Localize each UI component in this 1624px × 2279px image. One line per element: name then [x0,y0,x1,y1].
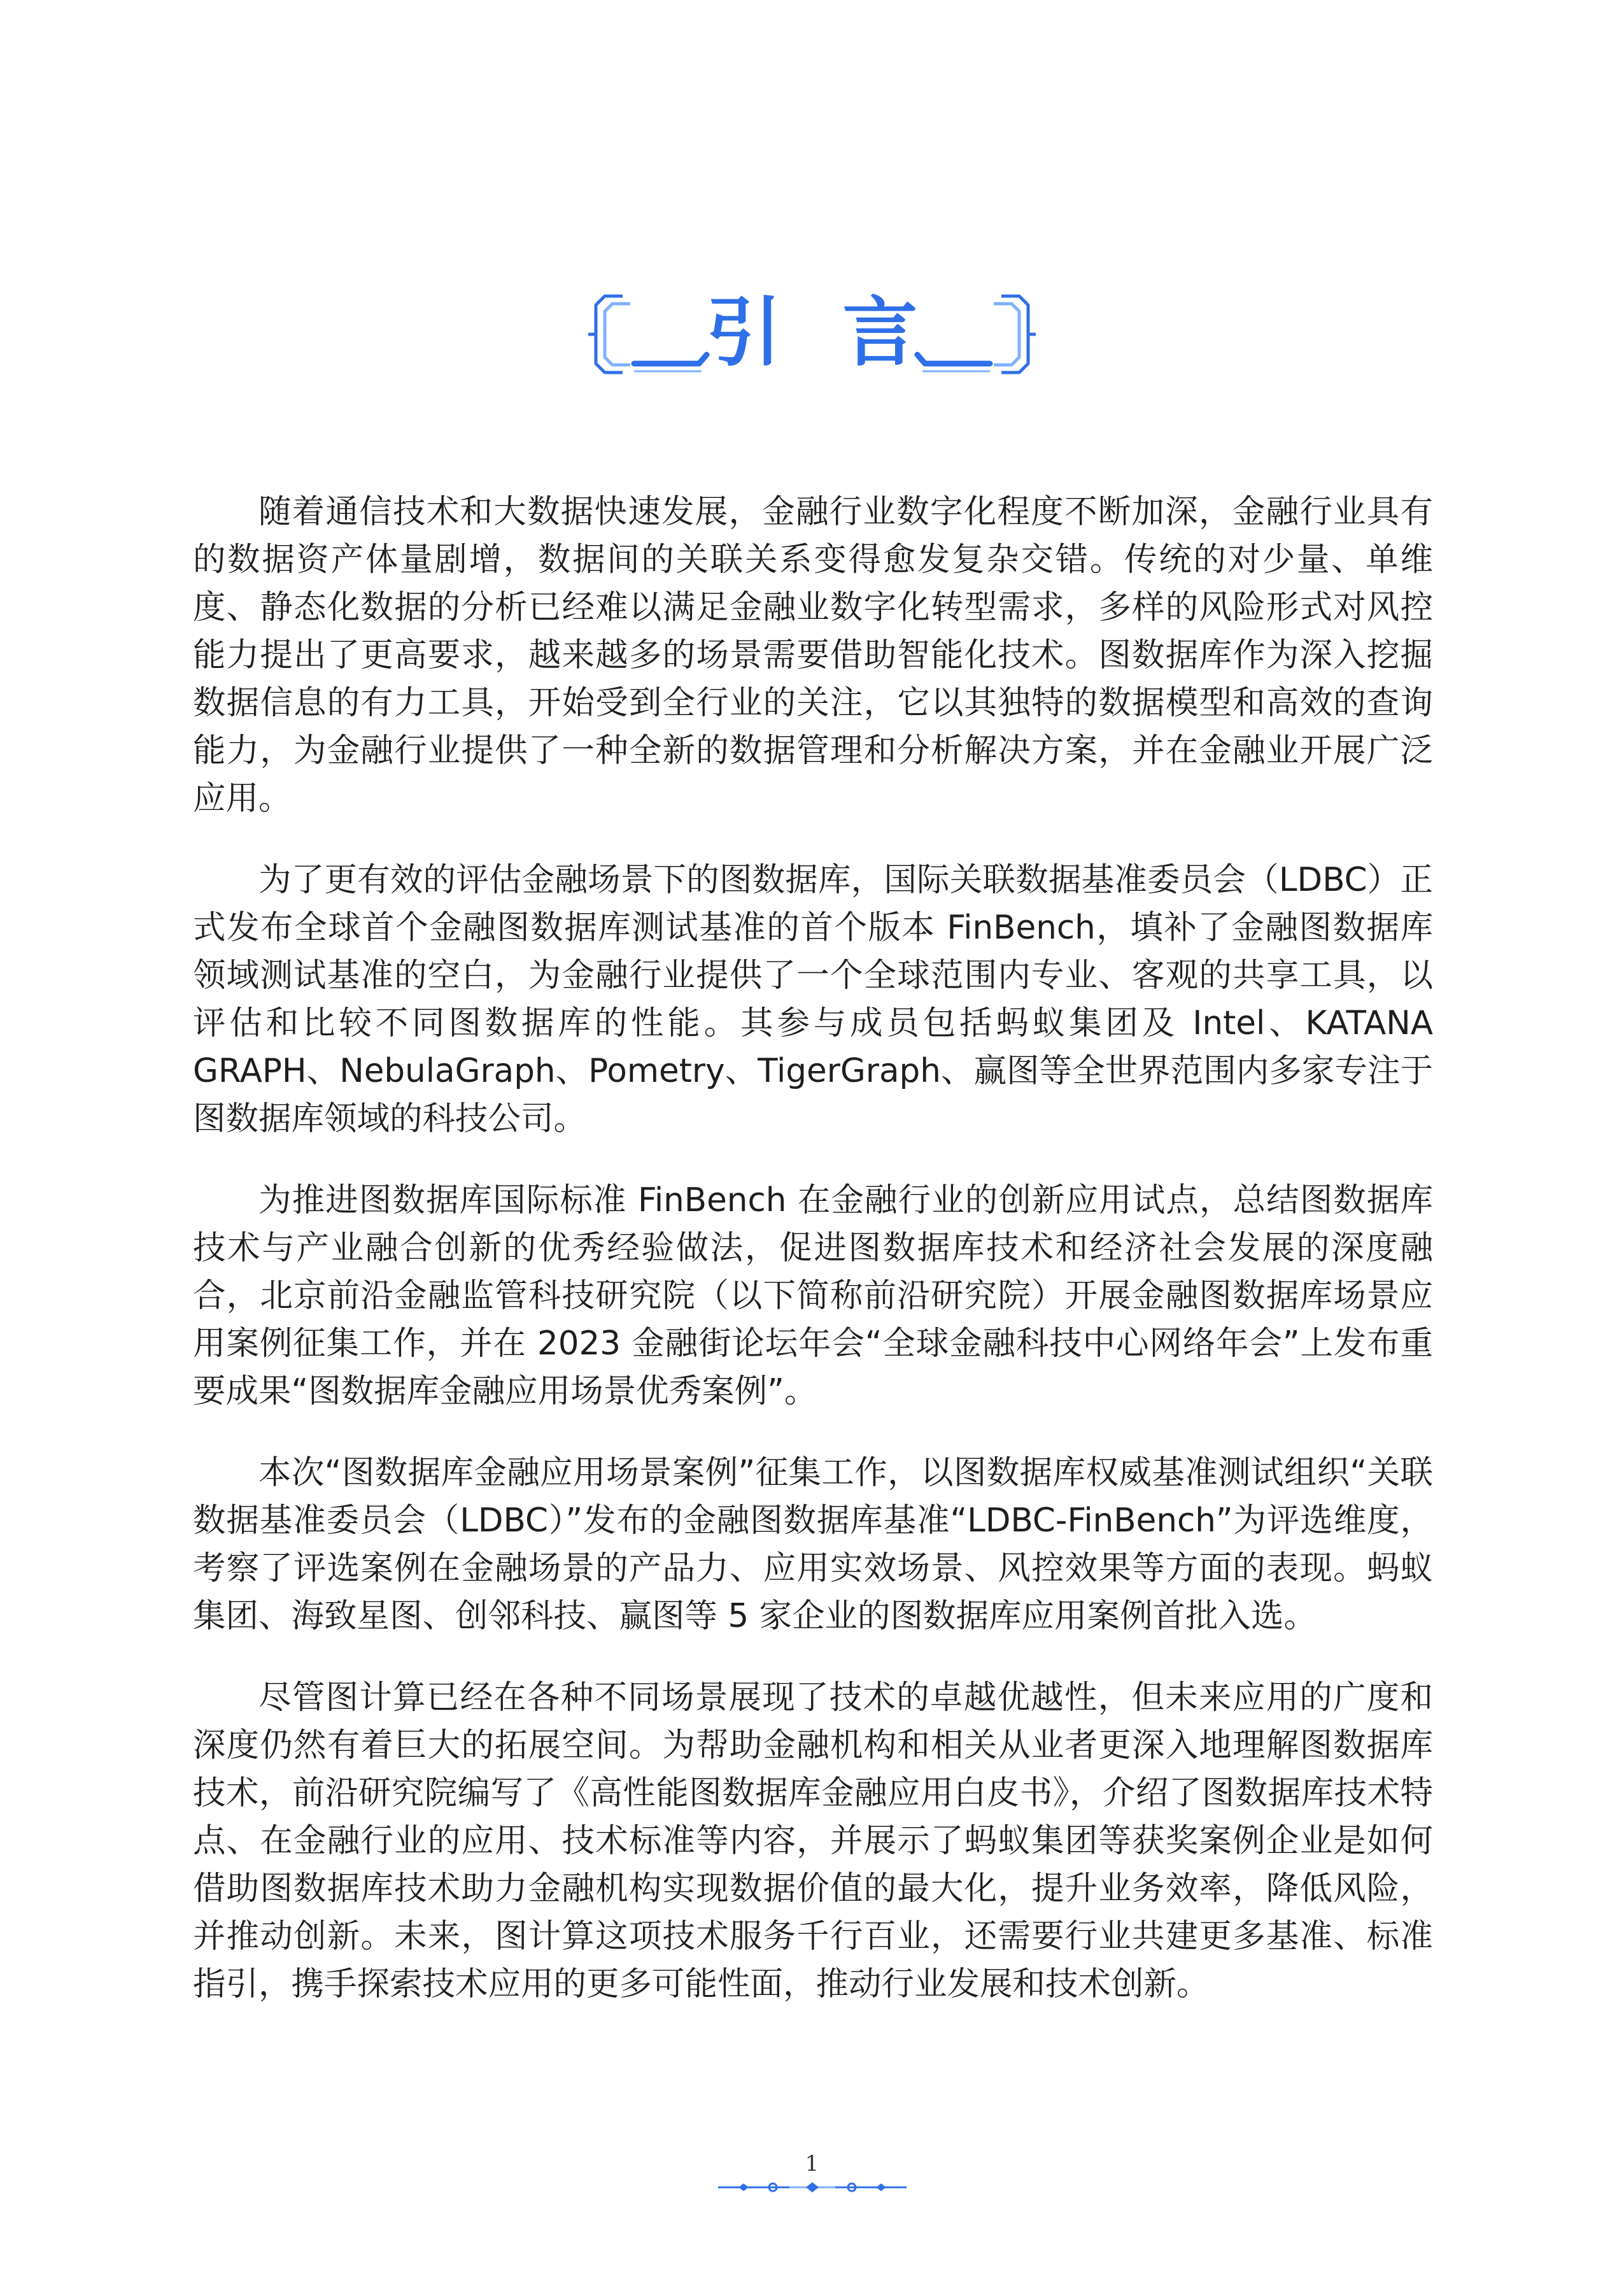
paragraph-2: 为了更有效的评估金融场景下的图数据库，国际关联数据基准委员会（LDBC）正式发布全球首个金融图数据库测试基准的首个版本 FinBench，填补了金融图数据库领域测试基准的空白，为金融行业提供了一个全球范围内专业、客观的共享工具，以评估和比较不同图数据库的性能。其参与成员包括蚂蚁集团及 Intel、KATANA GRAPH、NebulaGraph、Pometry、TigerGraph、赢图等全世界范围内多家专注于图数据库领域的科技公司。 [193,861,1433,1138]
page-number: 1 [805,2151,819,2176]
page-footer [0,2151,1624,2208]
body-text [193,488,1433,2042]
paragraph-3: 为推进图数据库国际标准 FinBench 在金融行业的创新应用试点，总结图数据库技术与产业融合创新的优秀经验做法，促进图数据库技术和经济社会发展的深度融合，北京前沿金融监管科技研究院（以下简称前沿研究院）开展金融图数据库场景应用案例征集工作，并在 2023 金融街论坛年会“全球金融科技中心网络年会”上发布重要成果“图数据库金融应用场景优秀案例”。 [193,1181,1433,1410]
page-title: 引言 [706,288,979,376]
footer-ornament-icon [0,2178,1624,2197]
paragraph-1: 随着通信技术和大数据快速发展，金融行业数字化程度不断加深，金融行业具有的数据资产体量剧增，数据间的关联关系变得愈发复杂交错。传统的对少量、单维度、静态化数据的分析已经难以满足金融业数字化转型需求，多样的风险形式对风控能力提出了更高要求，越来越多的场景需要借助智能化技术。图数据库作为深入挖掘数据信息的有力工具，开始受到全行业的关注，它以其独特的数据模型和高效的查询能力，为金融行业提供了一种全新的数据管理和分析解决方案，并在金融业开展广泛应用。 [193,493,1433,818]
paragraph-5: 尽管图计算已经在各种不同场景展现了技术的卓越优越性，但未来应用的广度和深度仍然有着巨大的拓展空间。为帮助金融机构和相关从业者更深入地理解图数据库技术，前沿研究院编写了《高性能图数据库金融应用白皮书》，介绍了图数据库技术特点、在金融行业的应用、技术标准等内容，并展示了蚂蚁集团等获奖案例企业是如何借助图数据库技术助力金融机构实现数据价值的最大化，提升业务效率，降低风险，并推动创新。未来，图计算这项技术服务千行百业，还需要行业共建更多基准、标准指引，携手探索技术应用的更多可能性面，推动行业发展和技术创新。 [193,1679,1433,2003]
section-heading [0,283,1624,385]
paragraph-4: 本次“图数据库金融应用场景案例”征集工作，以图数据库权威基准测试组织“关联数据基准委员会（LDBC）”发布的金融图数据库基准“LDBC-FinBench”为评选维度，考察了评选案例在金融场景的产品力、应用实效场景、风控效果等方面的表现。蚂蚁集团、海致星图、创邻科技、赢图等 5 家企业的图数据库应用案例首批入选。 [193,1454,1433,1635]
